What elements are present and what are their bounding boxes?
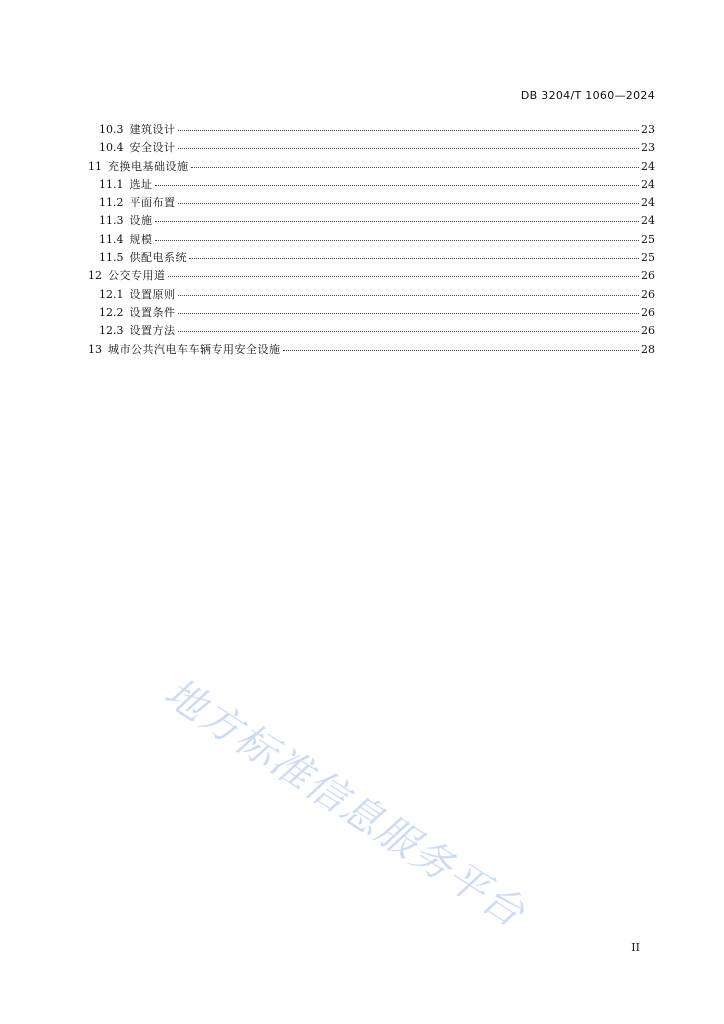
toc-entry-number: 11.5	[99, 251, 124, 265]
toc-dot-leader	[178, 313, 640, 314]
toc-dot-leader	[191, 167, 640, 168]
toc-dot-leader	[178, 148, 640, 149]
toc-entry[interactable]	[88, 212, 655, 230]
toc-dot-leader	[189, 258, 639, 259]
toc-entry-number: 10.3	[99, 123, 124, 136]
toc-entry-title: 供配电系统	[129, 251, 187, 265]
toc-entry-page: 23	[641, 141, 655, 155]
toc-entry-title: 设置原则	[129, 287, 176, 301]
toc-entry[interactable]	[88, 267, 655, 285]
toc-entry-page: 28	[641, 342, 655, 356]
toc-dot-leader	[283, 350, 640, 351]
toc-dot-leader	[178, 331, 640, 332]
toc-entry[interactable]	[88, 176, 655, 194]
toc-entry-number: 11.3	[99, 214, 124, 228]
toc-entry-title: 设施	[129, 214, 153, 228]
toc-entry-title: 安全设计	[129, 141, 176, 155]
toc-entry[interactable]	[88, 121, 655, 139]
toc-entry[interactable]	[88, 158, 655, 176]
toc-entry-page: 24	[641, 177, 655, 191]
toc-entry-number: 12.1	[99, 287, 124, 301]
table-of-contents	[88, 121, 655, 359]
toc-dot-leader	[178, 203, 640, 204]
toc-entry-page: 24	[641, 214, 655, 228]
page-number: II	[631, 941, 640, 954]
toc-entry-number: 10.4	[99, 141, 124, 155]
toc-entry[interactable]	[88, 304, 655, 322]
toc-entry-number: 11.2	[99, 196, 124, 210]
toc-entry-title: 设置条件	[129, 305, 176, 319]
toc-entry-page: 26	[641, 324, 655, 338]
toc-entry-page: 25	[641, 251, 655, 265]
toc-entry[interactable]	[88, 194, 655, 212]
toc-dot-leader	[178, 130, 640, 131]
toc-entry-page: 24	[641, 159, 655, 173]
toc-entry-title: 建筑设计	[129, 123, 176, 136]
toc-entry-number: 11.4	[99, 232, 124, 246]
toc-entry-title: 选址	[129, 177, 153, 191]
toc-entry-page: 26	[641, 305, 655, 319]
toc-entry-title: 设置方法	[129, 324, 176, 338]
toc-entry-number: 11.1	[99, 177, 124, 191]
toc-entry-title: 城市公共汽电车车辆专用安全设施	[108, 342, 281, 356]
document-code: DB 3204/T 1060—2024	[520, 89, 655, 102]
toc-entry[interactable]	[88, 286, 655, 304]
toc-entry-page: 26	[641, 269, 655, 283]
toc-entry-page: 26	[641, 287, 655, 301]
toc-entry[interactable]	[88, 249, 655, 267]
toc-dot-leader	[168, 276, 640, 277]
toc-entry-title: 公交专用道	[108, 269, 166, 283]
toc-entry-number: 12.2	[99, 305, 124, 319]
watermark: 地方标准信息服务平台	[156, 669, 534, 937]
toc-entry-number: 11	[88, 159, 102, 173]
toc-entry[interactable]	[88, 139, 655, 157]
toc-dot-leader	[155, 185, 640, 186]
toc-entry-number: 12	[88, 269, 102, 283]
toc-entry-page: 25	[641, 232, 655, 246]
toc-entry-page: 24	[641, 196, 655, 210]
toc-entry-page: 23	[641, 123, 655, 136]
toc-dot-leader	[155, 240, 640, 241]
toc-dot-leader	[178, 295, 640, 296]
toc-entry[interactable]	[88, 322, 655, 340]
toc-entry-title: 平面布置	[129, 196, 176, 210]
toc-entry-number: 13	[88, 342, 102, 356]
toc-entry-title: 规模	[129, 232, 153, 246]
toc-entry[interactable]	[88, 341, 655, 359]
toc-entry[interactable]	[88, 231, 655, 249]
toc-dot-leader	[155, 221, 640, 222]
toc-entry-title: 充换电基础设施	[108, 159, 189, 173]
toc-entry-number: 12.3	[99, 324, 124, 338]
